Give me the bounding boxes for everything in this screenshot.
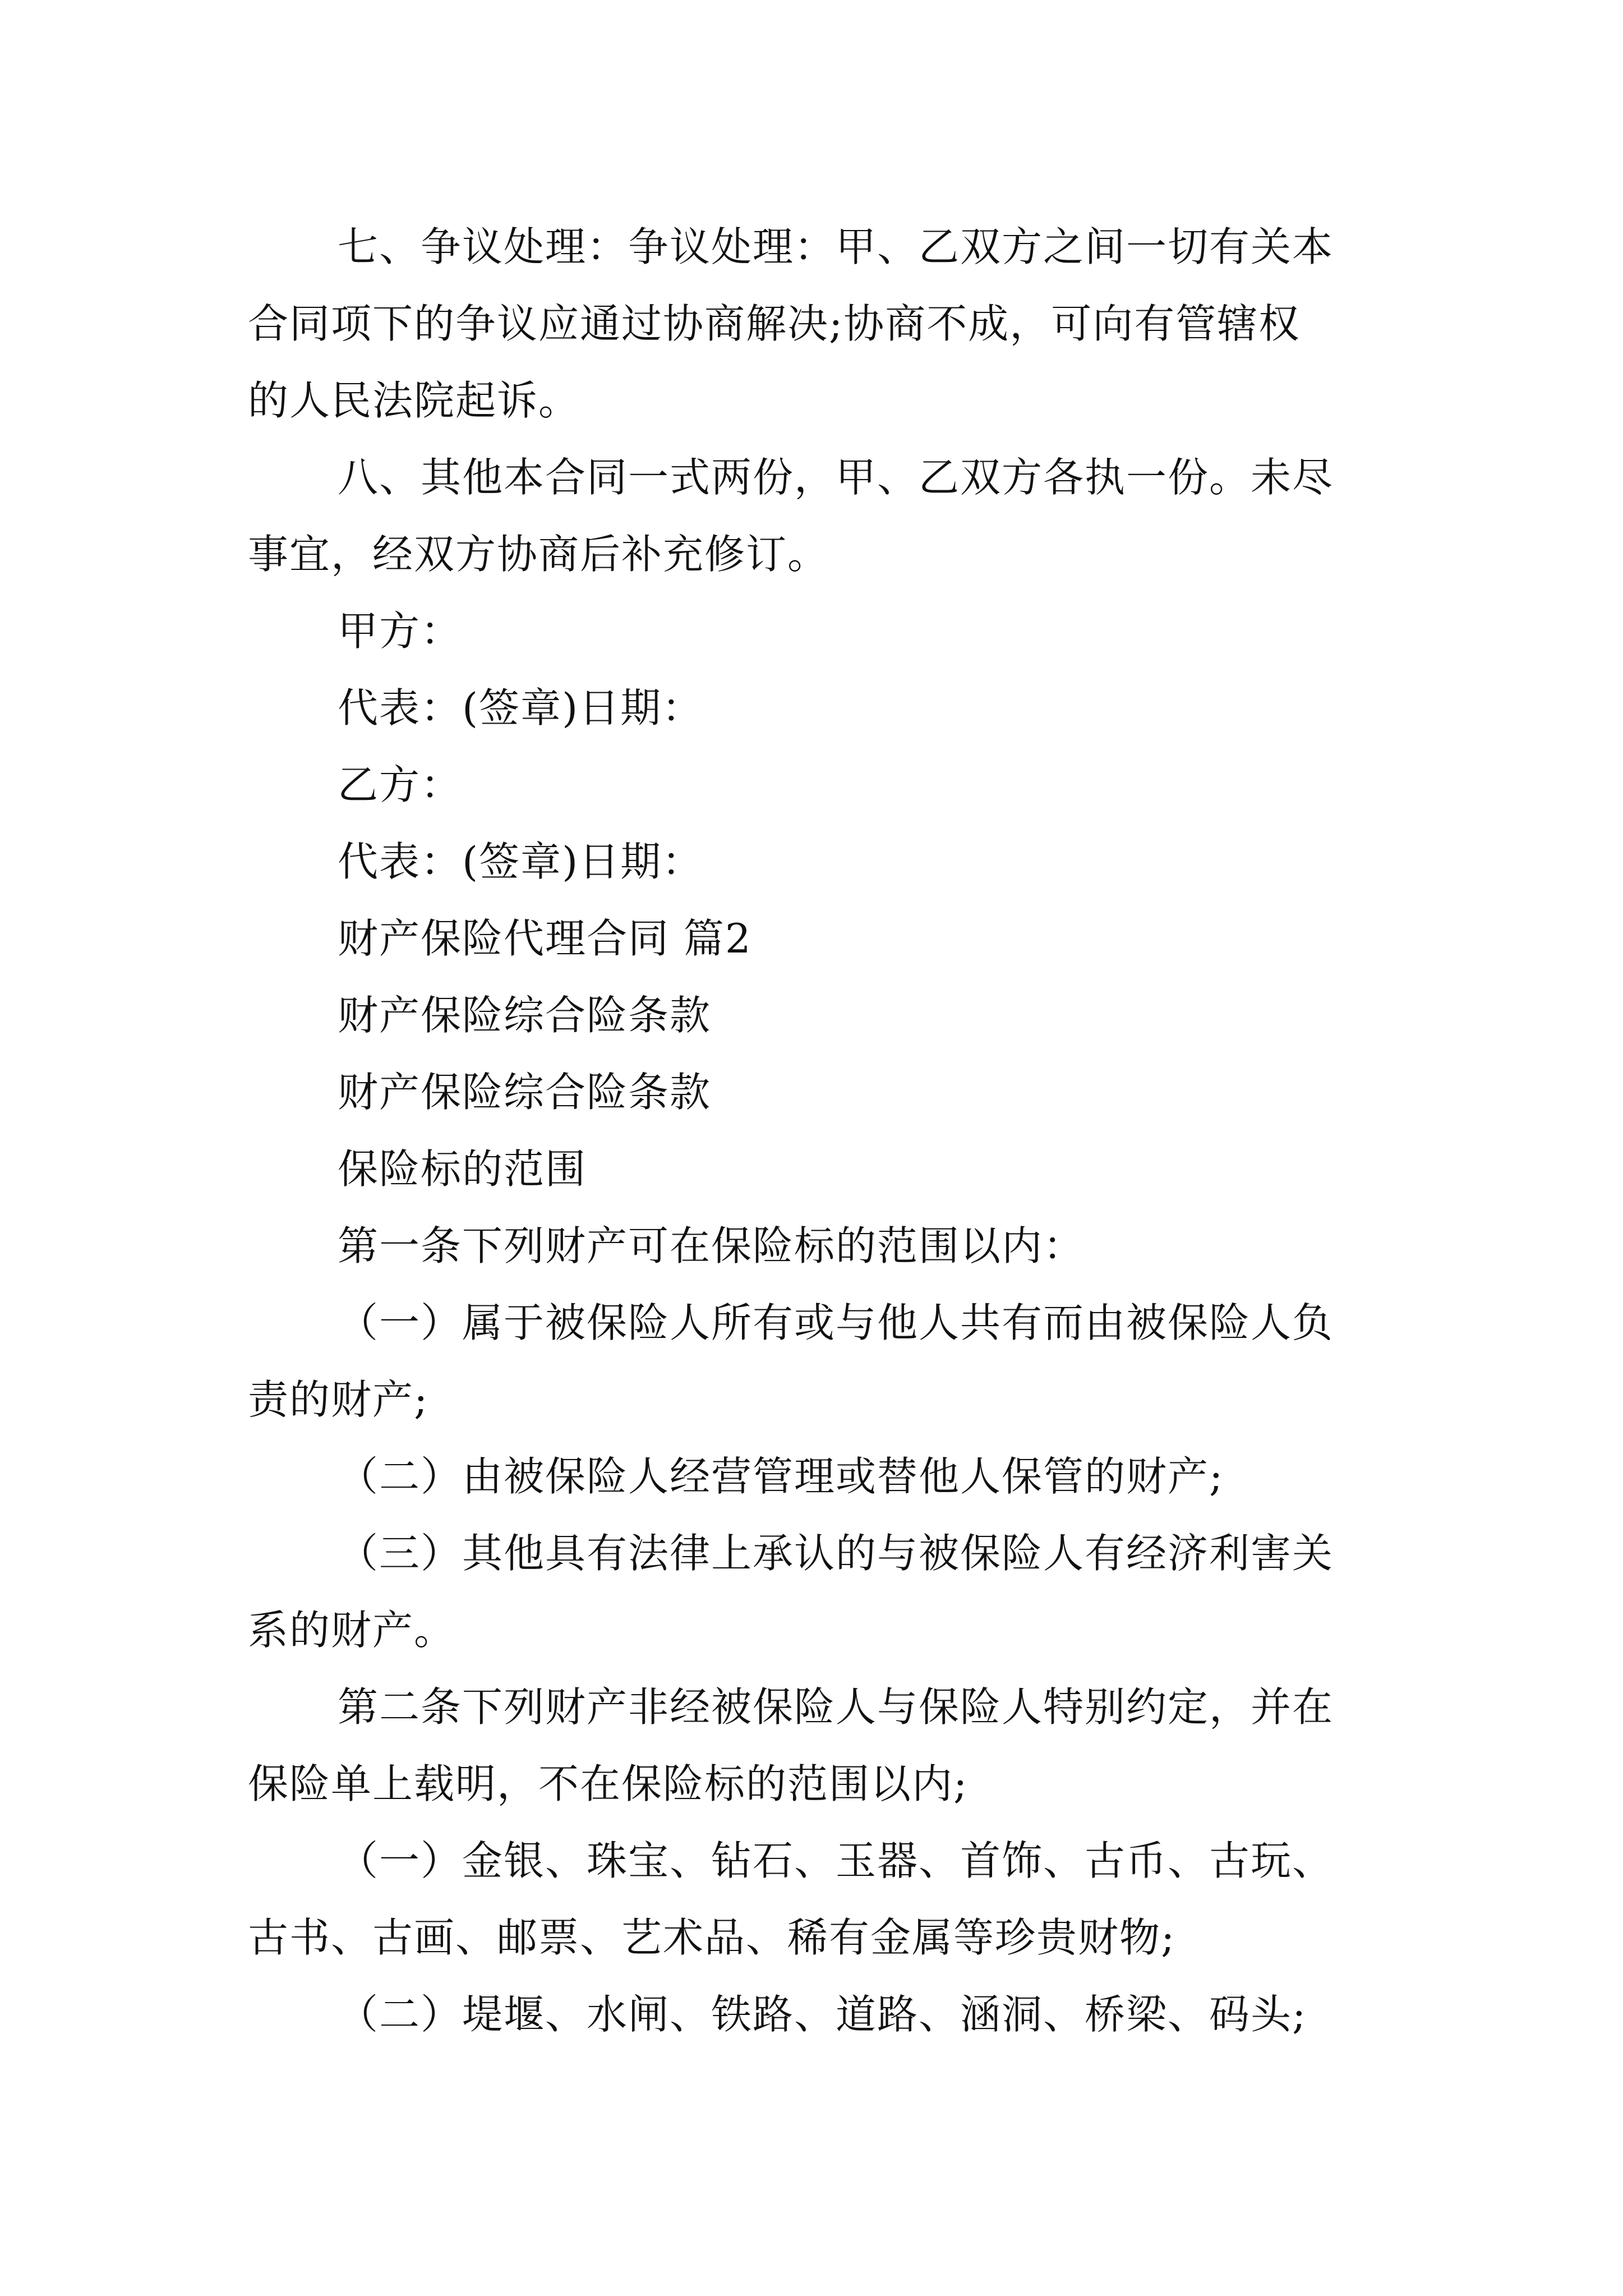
text-line: （二）堤堰、水闸、铁路、道路、涵洞、桥梁、码头; [338, 1991, 1307, 2038]
text-line: （一）金银、珠宝、钻石、玉器、首饰、古币、古玩、 [338, 1837, 1334, 1884]
text-line: 第一条下列财产可在保险标的范围以内： [338, 1222, 1085, 1269]
text-line: 的人民法院起诉。 [248, 377, 580, 424]
document-body [248, 209, 1390, 2053]
clause-heading: 财产保险综合险条款 [338, 992, 712, 1039]
text-line: 八、其他本合同一式两份，甲、乙双方各执一份。未尽 [338, 454, 1334, 501]
text-line: 责的财产; [248, 1376, 429, 1423]
text-line: 系的财产。 [248, 1607, 456, 1654]
subsection-heading: 保险标的范围 [338, 1145, 587, 1193]
clause-heading: 财产保险综合险条款 [338, 1069, 712, 1116]
text-line: （一）属于被保险人所有或与他人共有而由被保险人负 [338, 1299, 1334, 1346]
section-title: 财产保险代理合同 篇2 [338, 915, 752, 962]
signature-party-b-label: 乙方： [338, 761, 463, 808]
text-line: 古书、古画、邮票、艺术品、稀有金属等珍贵财物; [248, 1914, 1176, 1961]
signature-rep-b-label: 代表：(签章)日期： [338, 838, 704, 885]
text-line: （三）其他具有法律上承认的与被保险人有经济利害关 [338, 1530, 1334, 1577]
text-line: 保险单上载明，不在保险标的范围以内; [248, 1760, 969, 1807]
text-line: 事宜，经双方协商后补充修订。 [248, 531, 829, 578]
signature-party-a-label: 甲方： [338, 608, 463, 655]
text-line: 合同项下的争议应通过协商解决;协商不成，可向有管辖权 [248, 300, 1301, 347]
text-line: 七、争议处理：争议处理：甲、乙双方之间一切有关本 [338, 223, 1334, 270]
signature-rep-a-label: 代表：(签章)日期： [338, 684, 704, 731]
text-line: 第二条下列财产非经被保险人与保险人特别约定，并在 [338, 1683, 1334, 1731]
text-line: （二）由被保险人经营管理或替他人保管的财产; [338, 1453, 1224, 1500]
